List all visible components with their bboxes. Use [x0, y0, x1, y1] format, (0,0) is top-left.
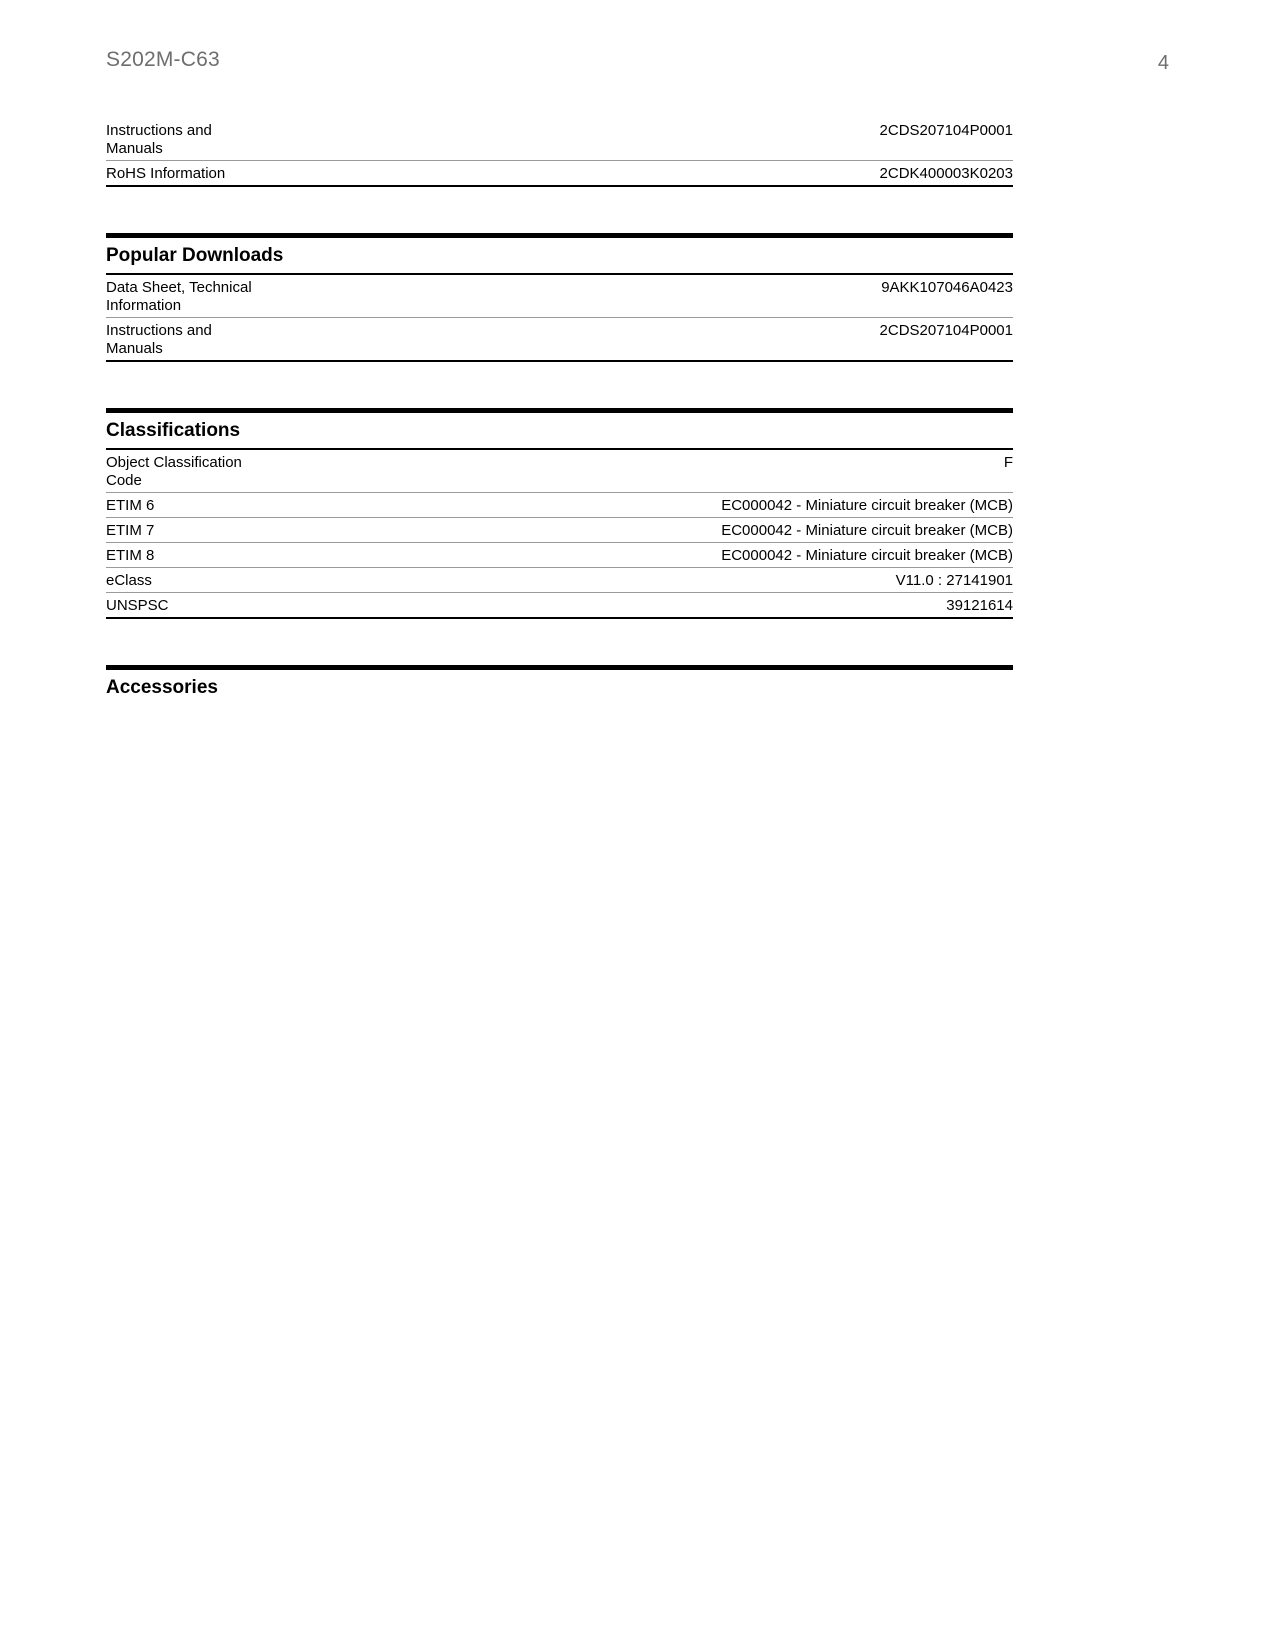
table-row [106, 493, 1013, 518]
page-number: 4 [1157, 52, 1169, 74]
row-value: EC000042 - Miniature circuit breaker (MCB) [721, 522, 1013, 539]
row-label: Data Sheet, Technical Information [106, 279, 252, 314]
row-label: eClass [106, 572, 152, 589]
table-row [106, 275, 1013, 318]
section-title: Classifications [106, 408, 1013, 450]
row-label: RoHS Information [106, 165, 226, 182]
row-value: 39121614 [946, 597, 1013, 614]
row-label: Instructions and Manuals [106, 122, 212, 157]
row-value: V11.0 : 27141901 [895, 572, 1013, 589]
page-content [106, 122, 1013, 705]
table-row [106, 543, 1013, 568]
row-label: UNSPSC [106, 597, 169, 614]
table-row [106, 161, 1013, 185]
section-title: Accessories [106, 665, 1013, 705]
table-row [106, 568, 1013, 593]
popular-downloads-section [106, 233, 1013, 362]
classifications-table [106, 450, 1013, 619]
row-label: ETIM 7 [106, 522, 155, 539]
row-value: EC000042 - Miniature circuit breaker (MCB) [721, 547, 1013, 564]
row-label: Object Classification Code [106, 454, 242, 489]
row-value: 2CDS207104P0001 [879, 322, 1013, 339]
row-value: 9AKK107046A0423 [881, 279, 1013, 296]
popular-downloads-table [106, 275, 1013, 362]
row-label: ETIM 6 [106, 497, 155, 514]
table-row [106, 518, 1013, 543]
table-row [106, 318, 1013, 360]
row-label: Instructions and Manuals [106, 322, 212, 357]
document-title: S202M-C63 [106, 48, 220, 71]
row-value: EC000042 - Miniature circuit breaker (MCB) [721, 497, 1013, 514]
row-value: 2CDS207104P0001 [879, 122, 1013, 139]
table-row [106, 450, 1013, 493]
classifications-section [106, 408, 1013, 619]
row-value: 2CDK400003K0203 [879, 165, 1013, 182]
table-row [106, 122, 1013, 161]
page-header [106, 48, 1169, 78]
section-title: Popular Downloads [106, 233, 1013, 275]
row-label: ETIM 8 [106, 547, 155, 564]
row-value: F [1003, 454, 1013, 471]
accessories-section [106, 665, 1013, 705]
table-row [106, 593, 1013, 617]
documents-table [106, 122, 1013, 187]
